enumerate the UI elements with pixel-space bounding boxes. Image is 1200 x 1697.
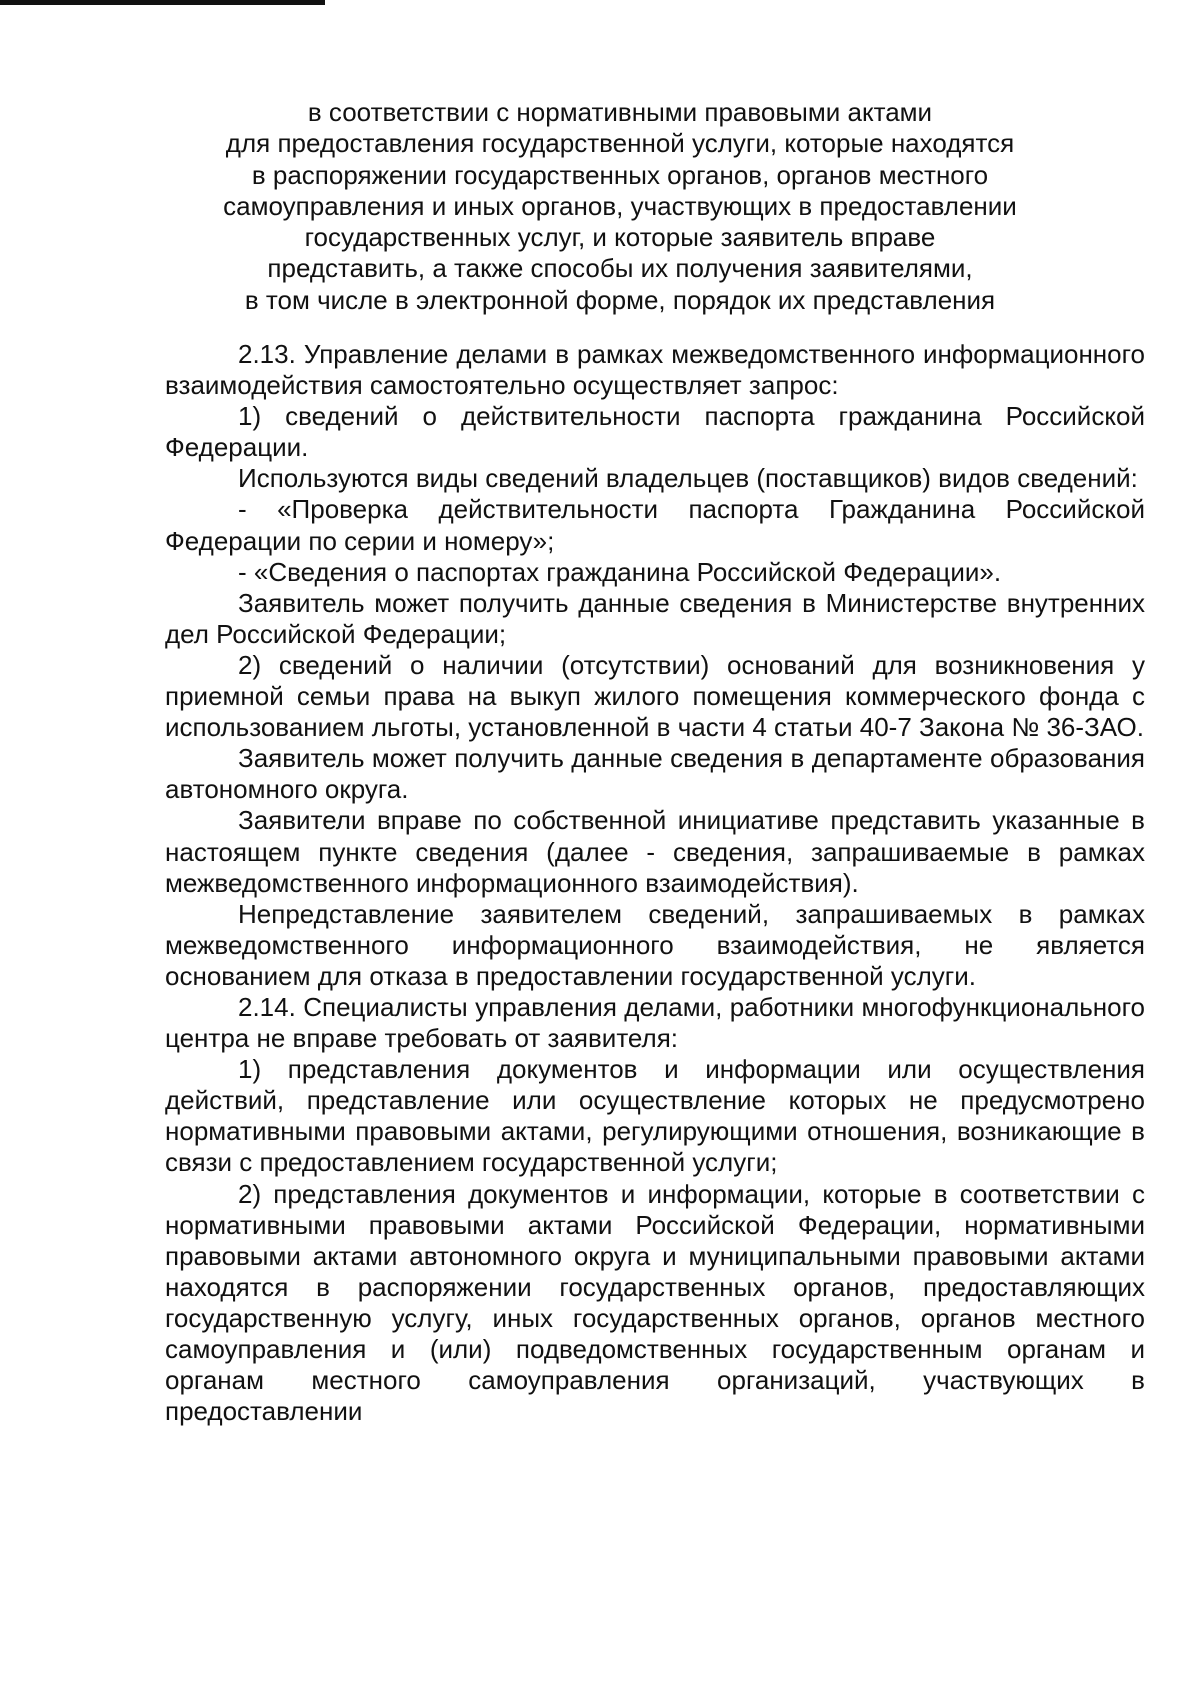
paragraph: Заявитель может получить данные сведения в Министерстве внутренних дел Российской Федерации; <box>165 587 1145 649</box>
heading-line: представить, а также способы их получения заявителями, <box>267 253 973 284</box>
paragraph: Непредставление заявителем сведений, запрашиваемых в рамках межведомственного информационного взаимодействия, не является основанием для отказа в предоставлении государственной услуги. <box>165 898 1145 991</box>
heading-line: в соответствии с нормативными правовыми актами <box>307 97 933 127</box>
scan-edge-mark <box>0 0 325 5</box>
paragraph-dash-item: - «Проверка действительности паспорта Гражданина Российской Федерации по серии и номеру»; <box>165 494 1145 556</box>
heading-line: в распоряжении государственных органов, органов местного <box>251 159 989 190</box>
heading-line: государственных услуг, и которые заявитель вправе <box>304 222 936 253</box>
paragraph: Используются виды сведений владельцев (поставщиков) видов сведений: <box>238 463 1138 494</box>
paragraph-item-1: 1) представления документов и информации или осуществления действий, представление или осуществление которых не предусмотрено нормативными правовыми актами, регулирующими отношения, возникающие в связи с предоставлением государственной услуги; <box>165 1054 1145 1178</box>
document-body <box>165 339 1145 1427</box>
section-heading <box>170 97 1070 316</box>
paragraph-item-2: 2) представления документов и информации, которые в соответствии с нормативными правовыми актами Российской Федерации, нормативными правовыми актами автономного округа и муниципальными правовыми актами находятся в распоряжении государственных органов, предоставляющих государственную услугу, иных государственных органов, органов местного самоуправления и (или) подведомственных государственным органам и органам местного самоуправления организаций, участвующих в предоставлении <box>165 1178 1145 1427</box>
heading-line: для предоставления государственной услуги, которые находятся <box>225 128 1015 159</box>
paragraph-item-1: 1) сведений о действительности паспорта гражданина Российской Федерации. <box>165 401 1145 463</box>
heading-line: самоуправления и иных органов, участвующих в предоставлении <box>223 190 1017 221</box>
paragraph-2-14: 2.14. Специалисты управления делами, работники многофункционального центра не вправе требовать от заявителя: <box>165 991 1145 1054</box>
paragraph-dash-item: - «Сведения о паспортах гражданина Российской Федерации». <box>238 556 1002 587</box>
paragraph-item-2: 2) сведений о наличии (отсутствии) оснований для возникновения у приемной семьи права на выкуп жилого помещения коммерческого фонда с использованием льготы, установленной в части 4 статьи 40-7 Закона № 36-ЗАО. <box>165 649 1145 743</box>
paragraph: Заявитель может получить данные сведения в департаменте образования автономного округа. <box>165 743 1145 805</box>
paragraph: Заявители вправе по собственной инициативе представить указанные в настоящем пункте сведения (далее - сведения, запрашиваемые в рамках межведомственного информационного взаимодействия). <box>165 805 1145 898</box>
paragraph-2-13: 2.13. Управление делами в рамках межведомственного информационного взаимодействия самостоятельно осуществляет запрос: <box>165 339 1145 401</box>
heading-line: в том числе в электронной форме, порядок их представления <box>244 284 996 315</box>
